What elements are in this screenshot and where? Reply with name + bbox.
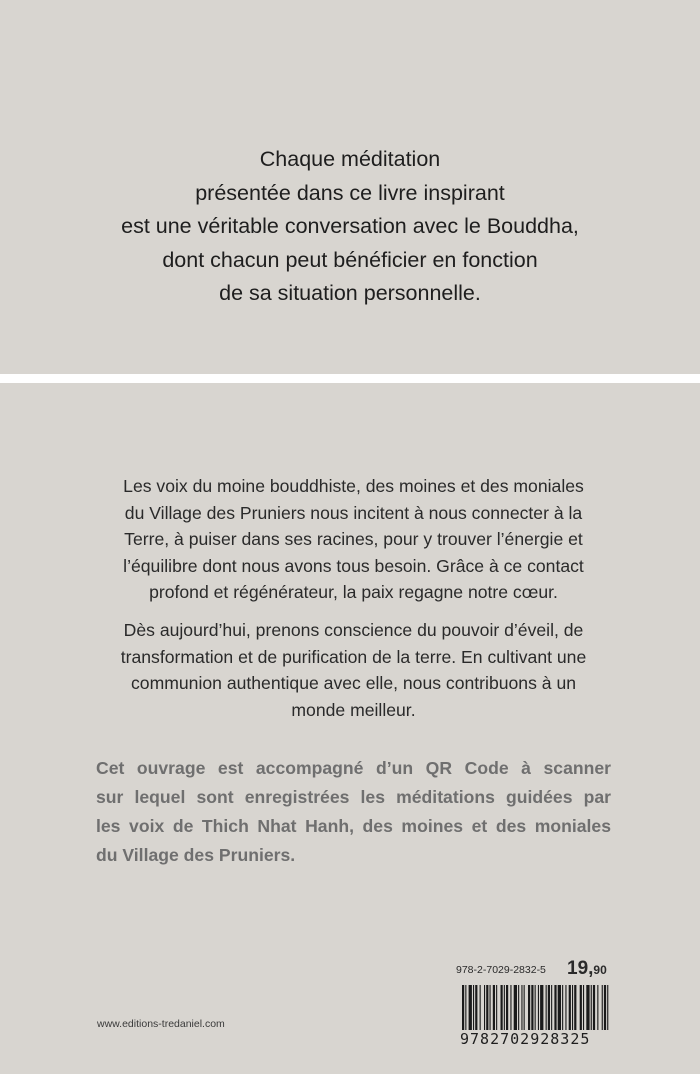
barcode-bar [490,985,491,1035]
text-line: Cet ouvrage est accompagné d’un QR Code à scanner [96,758,611,778]
text-line: monde meilleur. [291,699,416,720]
barcode-bar [562,985,563,1035]
ean-digits: 9782702928325 [458,1030,620,1048]
text-line: du Village des Pruniers nous incitent à nous connecter à la [124,502,583,523]
barcode-bar [551,985,552,1035]
barcode-bar [521,985,522,1035]
barcode-bar [496,985,497,1035]
barcode-bar [602,985,603,1035]
quote-line: de sa situation personnelle. [219,281,481,305]
text-line: communion authentique avec elle, nous contribuons à un [130,673,577,693]
barcode-bar [465,985,466,1035]
qr-code-note [96,754,611,870]
price-cents: 90 [593,963,607,977]
price-main: 19, [567,958,594,979]
barcode-bar [518,985,519,1035]
barcode-bar [548,985,550,1035]
divider-band [0,374,700,383]
barcode-bar [597,985,598,1035]
barcode-bar [604,985,606,1035]
text-line: Les voix du moine bouddhiste, des moines et des moniales [123,476,584,496]
publisher-website[interactable]: www.editions-tredaniel.com [97,1018,225,1030]
barcode-bar [569,985,571,1035]
text-line: profond et régénérateur, la paix regagne notre cœur. [149,582,558,602]
barcode-bar [586,985,589,1035]
barcode-bar [473,985,474,1035]
barcode-bar [593,985,595,1035]
barcode-bar [480,985,481,1035]
barcode-bar [607,985,608,1035]
barcode-bar [574,985,576,1035]
barcode-bar [510,985,511,1035]
barcode-bar [506,985,508,1035]
barcode-bar [565,985,566,1035]
barcode-bar [558,985,561,1035]
text-line: sur lequel sont enregistrées les méditations guidées par [96,787,611,807]
barcode-bar [462,985,464,1035]
text-line: Dès aujourd’hui, prenons conscience du pouvoir d’éveil, de [123,620,584,640]
quote-block [0,143,700,311]
text-line: Terre, à puiser dans ses racines, pour y trouver l’énergie et [124,529,583,549]
barcode-bar [514,985,517,1035]
barcode-bars [460,985,613,1035]
barcode-bar [486,985,488,1035]
barcode-bar [531,985,533,1035]
barcode-bar [538,985,539,1035]
text-line: l’équilibre dont nous avons tous besoin. Grâce à ce contact [123,555,584,576]
text-line: transformation et de purification de la terre. En cultivant une [120,646,587,667]
barcode-bar [554,985,556,1035]
barcode-bar [524,985,525,1035]
text-line: du Village des Pruniers. [96,845,296,865]
quote-line: présentée dans ce livre inspirant [195,180,505,205]
barcode-bar [535,985,536,1035]
barcode-bar [572,985,573,1035]
isbn: 978-2-7029-2832-5 [456,964,546,976]
description-paragraph-1 [96,473,611,606]
isbn-price-row [456,960,616,980]
barcode-bar [580,985,582,1035]
barcode-bar [583,985,584,1035]
barcode-bar [469,985,472,1035]
barcode-bar [540,985,543,1035]
top-panel [0,0,700,374]
barcode-bar [528,985,530,1035]
description-paragraph-2 [96,617,611,723]
barcode-bar [475,985,477,1035]
text-line: les voix de Thich Nhat Hanh, des moines et des moniales [96,816,611,836]
barcode-bar [591,985,592,1035]
barcode-bar [484,985,485,1035]
barcode-bar [501,985,503,1035]
quote-line: Chaque méditation [259,147,441,171]
barcode-bar [493,985,495,1035]
barcode-bar [504,985,505,1035]
quote-line: dont chacun peut bénéficier en fonction [162,247,538,272]
quote-line: est une véritable conversation avec le Bouddha, [121,214,579,238]
barcode-bar [546,985,547,1035]
